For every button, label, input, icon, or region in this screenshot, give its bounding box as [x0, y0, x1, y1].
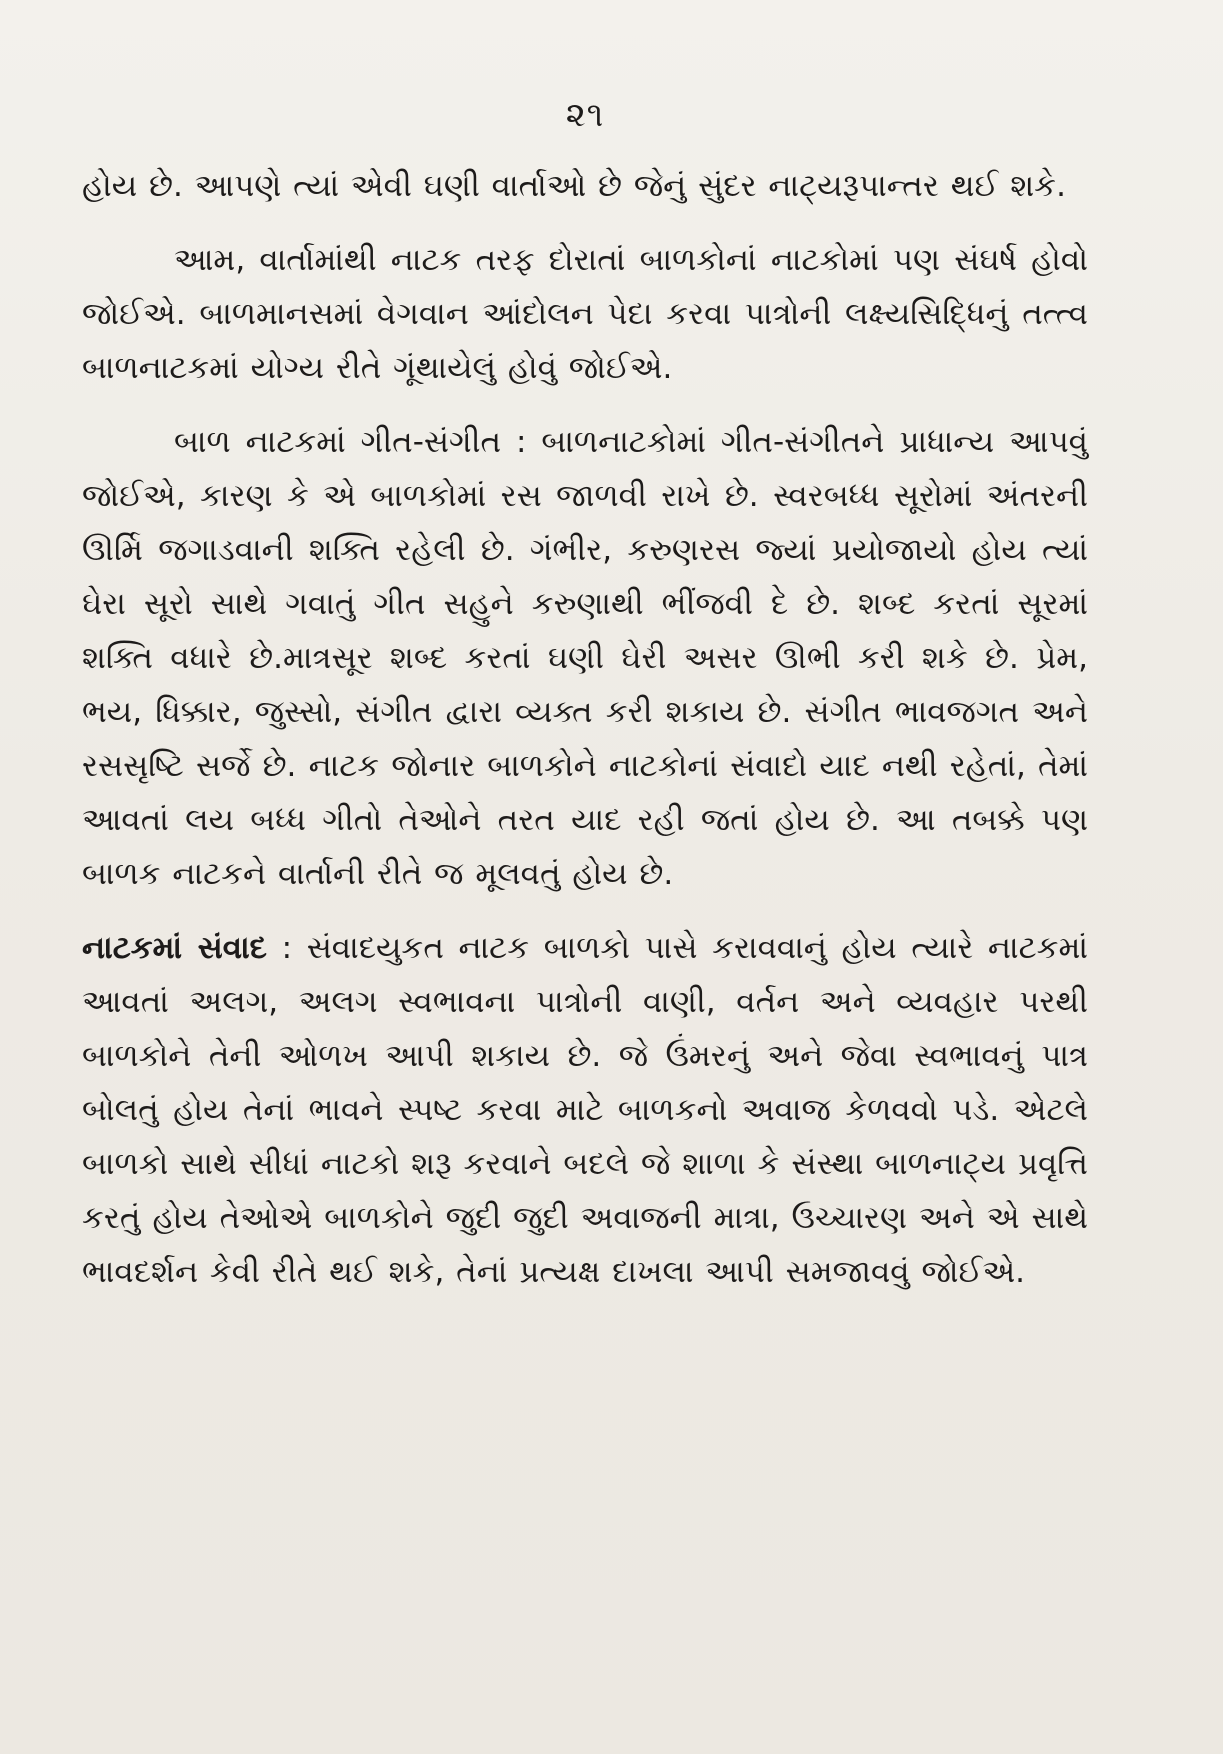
paragraph-dialogue — [82, 921, 1088, 1299]
paragraph-continuation: હોય છે. આપણે ત્યાં એવી ઘણી વાર્તાઓ છે જેનું સુંદર નાટ્યરૂપાન્તર થઈ શકે. — [82, 168, 1066, 204]
page-number: ૨૧ — [565, 95, 605, 135]
paragraph-dialogue-heading: નાટકમાં સંવાદ — [82, 930, 268, 966]
paragraph-song-music: બાળ નાટકમાં ગીત-સંગીત : બાળનાટકોમાં ગીત-સંગીતને પ્રાધાન્ય આપવું જોઈએ, કારણ કે એ બાળકોમાં રસ જાળવી રાખે છે. સ્વરબધ્ધ સૂરોમાં અંતરની ઊર્મિ જગાડવાની શક્તિ રહેલી છે. ગંભીર, કરુણરસ જ્યાં પ્રયોજાયો હોય ત્યાં ઘેરા સૂરો સાથે ગવાતું ગીત સહુને કરુણાથી ભીંજવી દે છે. શબ્દ કરતાં સૂરમાં શક્તિ વધારે છે.માત્રસૂર શબ્દ કરતાં ઘણી ઘેરી અસર ઊભી કરી શકે છે. પ્રેમ, ભય, ધિક્કાર, જુસ્સો, સંગીત દ્વારા વ્યક્ત કરી શકાય છે. સંગીત ભાવજગત અને રસસૃષ્ટિ સર્જે છે. નાટક જોનાર બાળકોને નાટકોનાં સંવાદો યાદ નથી રહેતાં, તેમાં આવતાં લય બધ્ધ ગીતો તેઓને તરત યાદ રહી જતાં હોય છે. આ તબક્કે પણ બાળક નાટકને વાર્તાની રીતે જ મૂલવતું હોય છે. — [82, 424, 1088, 892]
paragraph-dialogue-body: : સંવાદયુકત નાટક બાળકો પાસે કરાવવાનું હોય ત્યારે નાટકમાં આવતાં અલગ, અલગ સ્વભાવના પાત્રોની વાણી, વર્તન અને વ્યવહાર પરથી બાળકોને તેની ઓળખ આપી શકાય છે. જે ઉંમરનું અને જેવા સ્વભાવનું પાત્ર બોલતું હોય તેનાં ભાવને સ્પષ્ટ કરવા માટે બાળકનો અવાજ કેળવવો પડે. એટલે બાળકો સાથે સીધાં નાટકો શરૂ કરવાને બદલે જે શાળા કે સંસ્થા બાળનાટ્ય પ્રવૃત્તિ કરતું હોય તેઓએ બાળકોને જુદી જુદી અવાજની માત્રા, ઉચ્ચારણ અને એ સાથે ભાવદર્શન કેવી રીતે થઈ શકે, તેનાં પ્રત્યક્ષ દાખલા આપી સમજાવવું જોઈએ. — [82, 930, 1088, 1290]
paragraph-story-to-play: આમ, વાર્તામાંથી નાટક તરફ દોરાતાં બાળકોનાં નાટકોમાં પણ સંઘર્ષ હોવો જોઈએ. બાળમાનસમાં વેગવાન આંદોલન પેદા કરવા પાત્રોની લક્ષ્યસિદ્ધિનું તત્ત્વ બાળનાટકમાં યોગ્ય રીતે ગૂંથાયેલું હોવું જોઈએ. — [82, 242, 1088, 386]
